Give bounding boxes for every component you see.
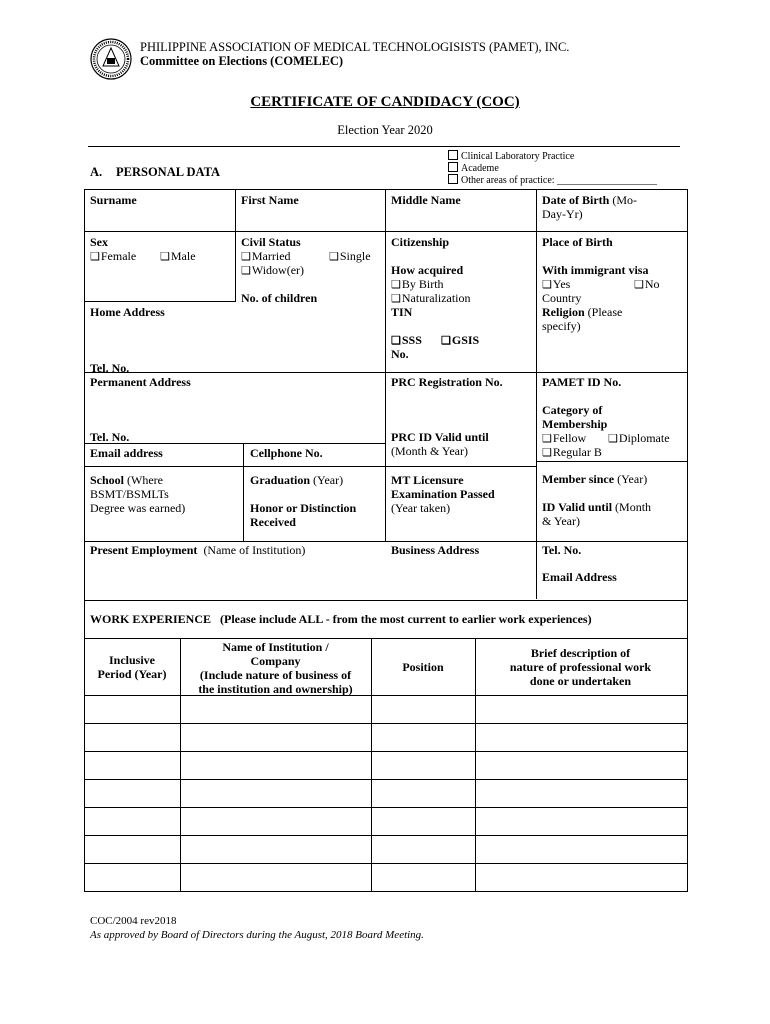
practice-label: Other areas of practice: ____________________	[461, 175, 658, 186]
widow-checkbox[interactable]: ❑ Widow(er)	[241, 263, 304, 278]
civil-status-label: Civil Status	[241, 235, 301, 249]
col-header-text: Name of Institution /	[222, 640, 329, 654]
by-birth-checkbox[interactable]: ❑ By Birth	[391, 277, 444, 292]
dob-label	[542, 193, 637, 207]
divider	[84, 807, 687, 808]
checkbox-icon	[448, 162, 458, 172]
prc-valid-label: PRC ID Valid until	[391, 430, 489, 444]
regular-b-checkbox[interactable]: ❑ Regular B	[542, 445, 602, 460]
business-email-label: Email Address	[542, 570, 617, 584]
diplomate-checkbox[interactable]: ❑ Diplomate	[608, 431, 670, 446]
divider	[243, 443, 244, 541]
dob-label-text: Date of Birth	[542, 193, 610, 207]
sss-checkbox[interactable]: ❑ SSS	[391, 333, 422, 348]
honor-label: Honor or Distinction	[250, 501, 357, 515]
citizenship-label: Citizenship	[391, 235, 450, 249]
membership-label: Membership	[542, 417, 608, 431]
religion-hint-2: specify)	[542, 319, 581, 333]
member-since-hint: (Year)	[617, 472, 648, 486]
religion-label	[542, 305, 622, 319]
exam-passed-label: Examination Passed	[391, 487, 495, 501]
col-header-text: (Include nature of business of	[199, 668, 352, 682]
graduation-hint: (Year)	[313, 473, 344, 487]
divider	[84, 301, 236, 302]
how-acquired-label: How acquired	[391, 263, 464, 277]
immigrant-visa-label: With immigrant visa	[542, 263, 649, 277]
single-checkbox[interactable]: ❑ Single	[329, 249, 371, 264]
approval-note: As approved by Board of Directors during the August, 2018 Board Meeting.	[90, 929, 424, 941]
col-header-text: the institution and ownership)	[198, 682, 353, 696]
middle-name-label: Middle Name	[391, 193, 461, 207]
id-valid-hint-2: & Year)	[542, 514, 580, 528]
form-code: COC/2004 rev2018	[90, 915, 177, 927]
school-hint: (Where	[127, 473, 163, 487]
graduation-label-text: Graduation	[250, 473, 311, 487]
divider	[84, 695, 687, 696]
election-year: Election Year 2020	[337, 123, 433, 137]
divider	[84, 863, 687, 864]
work-note: (Please include ALL - from the most current to earlier work experiences)	[220, 612, 592, 626]
member-since-label	[542, 472, 647, 486]
school-hint-3: Degree was earned)	[90, 501, 186, 515]
graduation-label	[250, 473, 343, 487]
business-tel-label: Tel. No.	[542, 543, 582, 557]
school-label-text: School	[90, 473, 125, 487]
col-header-text: nature of professional work	[509, 660, 652, 674]
col-header-text: done or undertaken	[529, 674, 632, 688]
home-tel-label: Tel. No.	[90, 361, 130, 375]
first-name-label: First Name	[241, 193, 299, 207]
divider	[235, 189, 236, 301]
married-checkbox[interactable]: ❑ Married	[241, 249, 291, 264]
practice-option-clinical[interactable]	[448, 150, 574, 162]
work-experience-table	[84, 599, 688, 892]
col-institution	[180, 640, 371, 696]
naturalization-checkbox[interactable]: ❑ Naturalization	[391, 291, 471, 306]
year-taken-hint: (Year taken)	[391, 501, 451, 515]
children-label: No. of children	[241, 291, 318, 305]
member-since-text: Member since	[542, 472, 615, 486]
divider	[536, 461, 687, 462]
divider	[84, 466, 536, 467]
female-checkbox[interactable]: ❑ Female	[90, 249, 136, 264]
section-a-heading	[90, 165, 220, 180]
col-position	[371, 660, 475, 674]
divider	[84, 835, 687, 836]
checkbox-icon	[448, 150, 458, 160]
id-valid-text: ID Valid until	[542, 500, 613, 514]
practice-label: Academe	[461, 163, 499, 174]
category-label: Category of	[542, 403, 603, 417]
col-header-text: Position	[402, 660, 444, 674]
cellphone-label: Cellphone No.	[250, 446, 323, 460]
gsis-checkbox[interactable]: ❑ GSIS	[441, 333, 479, 348]
divider	[84, 372, 687, 373]
present-employment-hint: (Name of Institution)	[203, 543, 306, 557]
pamet-id-label: PAMET ID No.	[542, 375, 622, 389]
sex-label: Sex	[90, 235, 108, 249]
id-valid-label	[542, 500, 651, 514]
business-address-label: Business Address	[391, 543, 480, 557]
permanent-tel-label: Tel. No.	[90, 430, 130, 444]
work-title: WORK EXPERIENCE	[90, 612, 212, 626]
divider	[371, 638, 372, 891]
prc-registration-label: PRC Registration No.	[391, 375, 503, 389]
visa-yes-checkbox[interactable]: ❑ Yes	[542, 277, 570, 292]
fellow-checkbox[interactable]: ❑ Fellow	[542, 431, 586, 446]
col-description	[475, 646, 686, 688]
divider	[84, 751, 687, 752]
practice-label: Clinical Laboratory Practice	[461, 151, 575, 162]
school-label	[90, 473, 163, 487]
id-valid-hint: (Month	[615, 500, 652, 514]
section-letter: A.	[90, 165, 103, 179]
received-label: Received	[250, 515, 296, 529]
divider	[84, 541, 687, 542]
divider	[84, 779, 687, 780]
practice-option-academe[interactable]	[448, 162, 499, 174]
email-address-label: Email address	[90, 446, 163, 460]
surname-label: Surname	[90, 193, 137, 207]
org-name: PHILIPPINE ASSOCIATION OF MEDICAL TECHNOLOGISISTS (PAMET), INC.	[140, 40, 570, 54]
practice-option-other[interactable]	[448, 174, 657, 186]
divider	[536, 189, 537, 599]
divider	[385, 189, 386, 541]
pamet-seal-logo	[90, 38, 132, 80]
tin-label: TIN	[391, 305, 413, 319]
checkbox-icon	[448, 174, 458, 184]
mt-licensure-label: MT Licensure	[391, 473, 464, 487]
sss-gsis-no-label: No.	[391, 347, 409, 361]
school-hint-2: BSMT/BSMLTs	[90, 487, 169, 501]
divider	[84, 443, 386, 444]
section-title: PERSONAL DATA	[116, 165, 221, 179]
present-employment-label	[90, 543, 305, 557]
col-inclusive-period	[84, 653, 180, 681]
col-header-text: Brief description of	[530, 646, 631, 660]
dob-hint-2: Day-Yr)	[542, 207, 583, 221]
home-address-label: Home Address	[90, 305, 165, 319]
document-title: CERTIFICATE OF CANDIDACY (COC)	[250, 94, 520, 110]
committee-name: Committee on Elections (COMELEC)	[140, 54, 344, 68]
religion-hint: (Please	[587, 305, 623, 319]
divider	[84, 723, 687, 724]
permanent-address-label: Permanent Address	[90, 375, 191, 389]
col-header-text: Period (Year)	[97, 667, 167, 681]
divider	[84, 231, 687, 232]
country-label: Country	[542, 291, 582, 305]
dob-hint: (Mo-	[612, 193, 637, 207]
visa-no-checkbox[interactable]: ❑ No	[634, 277, 660, 292]
header-rule	[88, 146, 680, 147]
col-header-text: Company	[250, 654, 301, 668]
divider	[84, 638, 687, 639]
prc-valid-hint: (Month & Year)	[391, 444, 468, 458]
male-checkbox[interactable]: ❑ Male	[160, 249, 196, 264]
col-header-text: Inclusive	[108, 653, 155, 667]
work-experience-heading	[90, 612, 592, 626]
religion-label-text: Religion	[542, 305, 585, 319]
present-employment-text: Present Employment	[90, 543, 198, 557]
place-of-birth-label: Place of Birth	[542, 235, 613, 249]
